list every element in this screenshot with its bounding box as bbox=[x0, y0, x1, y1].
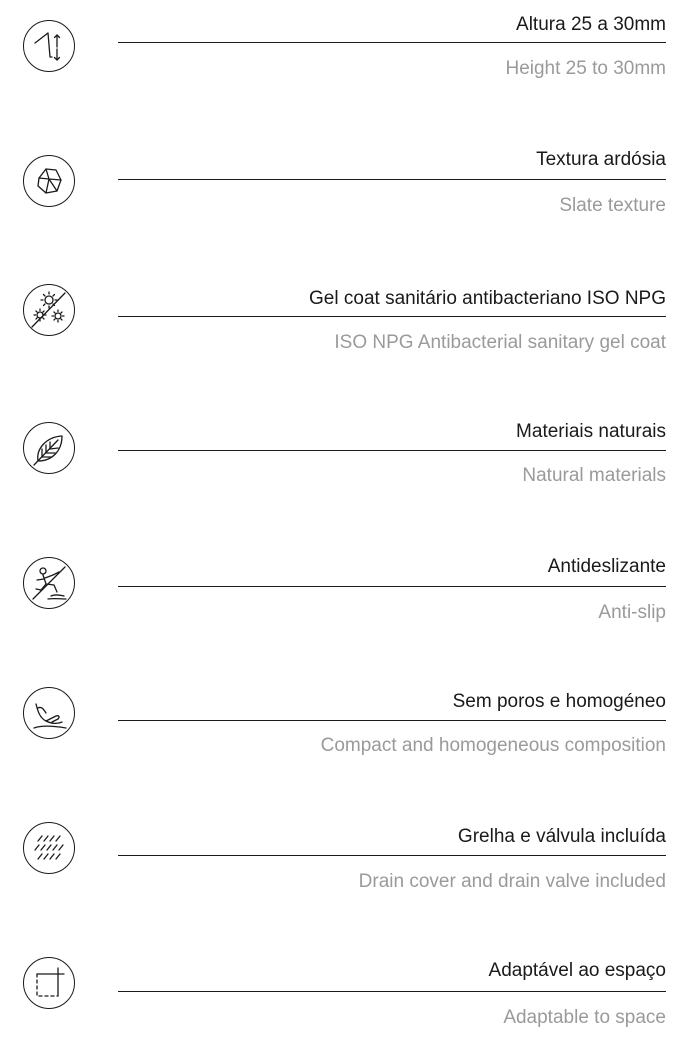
slate-stone-icon bbox=[23, 155, 75, 207]
feature-item-non-porous bbox=[0, 667, 676, 777]
feature-subtitle: Height 25 to 30mm bbox=[505, 58, 666, 79]
height-arrows-icon bbox=[23, 20, 75, 72]
divider bbox=[118, 855, 666, 856]
adaptable-size-icon bbox=[23, 957, 75, 1009]
feature-subtitle: Anti-slip bbox=[598, 602, 666, 623]
divider bbox=[118, 991, 666, 992]
divider bbox=[118, 450, 666, 451]
feature-item-adaptable bbox=[0, 937, 676, 1047]
feature-subtitle: Adaptable to space bbox=[503, 1007, 666, 1028]
feature-subtitle: ISO NPG Antibacterial sanitary gel coat bbox=[334, 332, 666, 353]
divider bbox=[118, 720, 666, 721]
divider bbox=[118, 316, 666, 317]
feature-title: Materiais naturais bbox=[516, 421, 666, 442]
divider bbox=[118, 179, 666, 180]
no-slip-icon bbox=[23, 557, 75, 609]
drain-grate-icon bbox=[23, 822, 75, 874]
feature-item-natural-materials bbox=[0, 400, 676, 510]
feature-item-slate-texture bbox=[0, 134, 676, 244]
feature-title: Sem poros e homogéneo bbox=[452, 691, 666, 712]
feature-item-antibacterial bbox=[0, 262, 676, 372]
feature-subtitle: Compact and homogeneous composition bbox=[320, 735, 666, 756]
feature-item-height bbox=[0, 0, 676, 110]
divider bbox=[118, 42, 666, 43]
feature-title: Textura ardósia bbox=[536, 149, 666, 170]
feature-item-drain-included bbox=[0, 802, 676, 912]
feature-title: Gel coat sanitário antibacteriano ISO NPG bbox=[309, 288, 666, 309]
feature-item-anti-slip bbox=[0, 536, 676, 646]
feature-subtitle: Slate texture bbox=[559, 195, 666, 216]
hand-surface-icon bbox=[23, 687, 75, 739]
feature-subtitle: Natural materials bbox=[522, 465, 666, 486]
antibacterial-icon bbox=[23, 284, 75, 336]
feature-title: Altura 25 a 30mm bbox=[516, 14, 666, 35]
divider bbox=[118, 586, 666, 587]
feature-title: Grelha e válvula incluída bbox=[457, 826, 666, 847]
feature-subtitle: Drain cover and drain valve included bbox=[358, 871, 666, 892]
feature-title: Antideslizante bbox=[547, 556, 666, 577]
feature-title: Adaptável ao espaço bbox=[488, 960, 666, 981]
leaf-icon bbox=[23, 422, 75, 474]
